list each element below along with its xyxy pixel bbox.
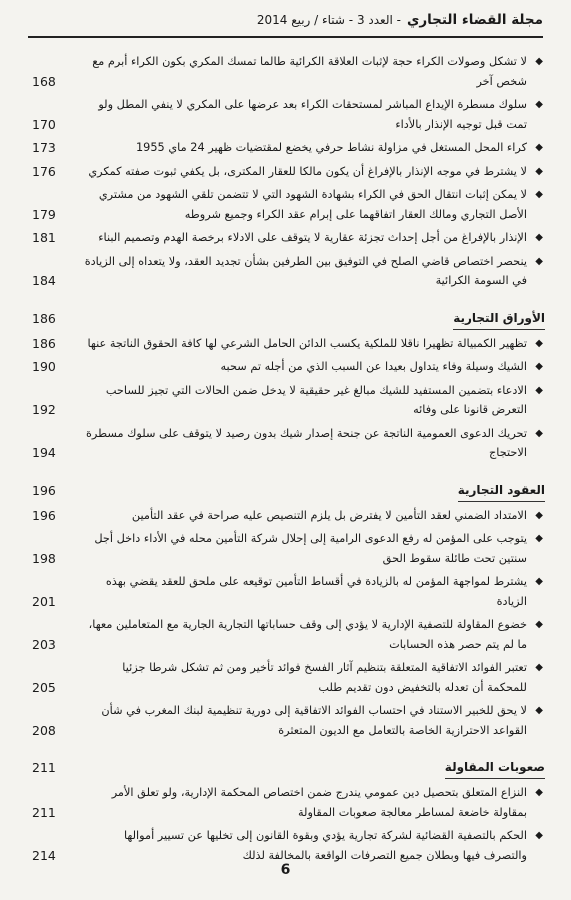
toc-entry (32, 529, 545, 568)
toc-entry (32, 783, 545, 822)
toc-entry-wrapper (80, 95, 545, 134)
toc-entry-wrapper (80, 529, 545, 568)
toc-entry (32, 252, 545, 291)
toc-entry-text: الحكم بالتصفية القضائية لشركة تجارية يؤدي وبقوة القانون إلى تخليها عن تسيير أموالها والتصرف فيها وبطلان جميع التصرفات الواقعة بالمخالفة لذلك (123, 829, 527, 862)
toc-entry-text: لا يشترط في موجه الإنذار بالإفراغ أن يكون مالكا للعقار المكترى، بل يكفي ثبوت صفته كمكري (88, 164, 527, 178)
toc-entry-wrapper (80, 52, 545, 91)
toc-entry-wrapper (80, 826, 545, 865)
diamond-bullet-icon: ◆ (535, 56, 543, 67)
toc-entry-wrapper (80, 185, 545, 224)
toc-entry-page-number: 190 (32, 359, 56, 374)
toc-entry-text: تظهير الكمبيالة تظهيرا ناقلا للملكية يكسب الدائن الحامل الشرعي لها كافة الحقوق الناتجة عنها (87, 336, 527, 350)
toc-entry (32, 572, 545, 611)
toc-entry-page-number: 201 (32, 593, 56, 609)
toc-entry (32, 52, 545, 91)
toc-entry-text: لا تشكل وصولات الكراء حجة لإثبات العلاقة الكرائية طالما تمسك المكري بكون الكراء أبرم مع شخص آخر (92, 55, 527, 88)
diamond-bullet-icon: ◆ (535, 384, 543, 396)
toc-entry-page-number: 203 (32, 636, 56, 652)
toc-entry-page-number: 179 (32, 206, 56, 222)
toc-entry-wrapper (80, 615, 545, 654)
toc-entry (32, 506, 545, 526)
toc-entry-text: تحريك الدعوى العمومية الناتجة عن جنحة إصدار شيك بدون رصيد لا يتوقف على سلوك مسطرة الاحتجاج (85, 426, 527, 459)
toc-entry-page-number: 184 (32, 273, 56, 288)
diamond-bullet-icon: ◆ (535, 361, 543, 372)
toc-section-heading (32, 756, 545, 779)
toc-entry (32, 381, 545, 420)
section-page-number: 186 (32, 310, 56, 326)
toc-entry-wrapper (80, 783, 545, 822)
toc-entry-wrapper (80, 572, 545, 611)
toc-entry (32, 701, 545, 740)
toc-entry-text: خضوع المقاولة للتصفية الإدارية لا يؤدي إلى وقف حساباتها التجارية الجارية مع المتعاملين معها، ما لم يتم حصر هذه الحسابات (88, 618, 527, 651)
diamond-bullet-icon: ◆ (535, 787, 543, 798)
toc-entry (32, 162, 545, 182)
toc-entry-page-number: 196 (32, 507, 56, 523)
toc-section-heading (32, 307, 545, 330)
toc-entry-wrapper (80, 138, 545, 158)
toc-entry-text: يشترط لمواجهة المؤمن له بالزيادة في أقساط التأمين توقيعه على ملحق للعقد يقضي بهذه الزيادة (105, 575, 527, 608)
toc-entry (32, 95, 545, 134)
section-title: الأوراق التجارية (453, 307, 545, 330)
toc-entry-text: يتوجب على المؤمن له رفع الدعوى الرامية إلى إحلال شركة التأمين محله في الأداء داخل أجل سنتين تحت طائلة سقوط الحق (94, 532, 527, 565)
diamond-bullet-icon: ◆ (535, 619, 543, 630)
toc-entry-wrapper (80, 228, 545, 248)
diamond-bullet-icon: ◆ (535, 705, 543, 716)
toc-entry-text: الإنذار بالإفراغ من أجل إحداث تجزئة عقارية لا يتوقف على الادلاء برخصة الهدم وتصميم البناء (98, 231, 527, 244)
issue-info: - العدد 3 - شتاء / ربيع 2014 (256, 13, 401, 27)
diamond-bullet-icon: ◆ (535, 189, 543, 200)
toc-entry-wrapper (80, 424, 545, 463)
diamond-bullet-icon: ◆ (535, 533, 543, 544)
toc-entry (32, 658, 545, 697)
diamond-bullet-icon: ◆ (535, 830, 543, 841)
toc-entry-wrapper (80, 357, 545, 377)
page-header (28, 12, 543, 38)
toc-entry-wrapper (80, 252, 545, 291)
page-number: 6 (280, 862, 291, 878)
toc-entry-page-number: 181 (32, 230, 56, 245)
toc-entry (32, 228, 545, 248)
toc-entry (32, 615, 545, 654)
toc-entry-wrapper (80, 506, 545, 526)
toc-entry-wrapper (80, 381, 545, 420)
toc-entry-text: لا يحق للخبير الاستناد في احتساب الفوائد الاتفاقية إلى دورية تنظيمية لبنك المغرب في شأن القواعد الاحترازية الخاصة بالتعامل مع الديون المتعثرة (101, 704, 527, 737)
toc-section-heading (32, 479, 545, 502)
toc-entry-page-number: 170 (32, 116, 56, 132)
toc-entry-wrapper (80, 162, 545, 182)
toc-entry-page-number: 211 (32, 804, 56, 820)
toc-entry-text: الادعاء بتضمين المستفيد للشيك مبالغ غير حقيقية لا يدخل ضمن الحالات التي تجيز للساحب التعرض قانونا على وفائه (105, 383, 527, 416)
toc-entry-text: سلوك مسطرة الإيداع المباشر لمستحقات الكراء بعد عرضها على المكري لا ينفي المطل ولو تمت قبل توجيه الإنذار بالأداء (98, 98, 527, 131)
toc-entry (32, 826, 545, 865)
toc-entry-text: ينحصر اختصاص قاضي الصلح في التوفيق بين الطرفين بشأن تجديد العقد، ولا يتعداه إلى الزيادة في السومة الكرائية (84, 254, 527, 287)
toc-entry (32, 334, 545, 354)
section-page-number: 196 (32, 482, 56, 498)
section-title: العقود التجارية (458, 479, 545, 502)
section-page-number: 211 (32, 760, 56, 775)
toc-entry-text: النزاع المتعلق بتحصيل دين عمومي يندرج ضمن اختصاص المحكمة الإدارية، ولو تعلق الأمر بمقاولة خاضعة لمساطر معالجة صعوبات المقاولة (111, 786, 527, 819)
toc-entry-text: تعتبر الفوائد الاتفاقية المتعلقة بتنظيم آثار الفسخ فوائد تأخير ومن ثم تشكل شرطا جزئيا للمحكمة أن تعدله بالتخفيض دون تقديم طلب (122, 661, 527, 694)
diamond-bullet-icon: ◆ (535, 99, 543, 110)
toc-entry-wrapper (80, 701, 545, 740)
journal-title: مجلة القضاء التجاري (406, 12, 543, 28)
toc-entry-text: الشيك وسيلة وفاء يتداول بعيدا عن السبب الذي من أجله تم سحبه (220, 360, 527, 373)
toc-entry-page-number: 208 (32, 722, 56, 738)
toc-entry-page-number: 214 (32, 847, 56, 863)
diamond-bullet-icon: ◆ (535, 255, 543, 267)
toc-entry-page-number: 205 (32, 679, 56, 695)
toc-entry-page-number: 192 (32, 402, 56, 417)
diamond-bullet-icon: ◆ (535, 662, 543, 673)
toc-entry-page-number: 194 (32, 445, 56, 460)
diamond-bullet-icon: ◆ (535, 509, 543, 521)
toc-entry-text: كراء المحل المستغل في مزاولة نشاط حرفي يخضع لمقتضيات ظهير 24 ماي 1955 (136, 141, 527, 154)
toc-entry (32, 424, 545, 463)
diamond-bullet-icon: ◆ (535, 165, 543, 177)
toc-entry-page-number: 198 (32, 550, 56, 566)
toc-entry-page-number: 186 (32, 335, 56, 351)
toc-entry (32, 357, 545, 377)
section-title: صعوبات المقاولة (445, 756, 545, 779)
diamond-bullet-icon: ◆ (535, 142, 543, 153)
table-of-contents (32, 52, 545, 869)
diamond-bullet-icon: ◆ (535, 232, 543, 243)
diamond-bullet-icon: ◆ (535, 576, 543, 587)
toc-entry-text: الامتداد الضمني لعقد التأمين لا يفترض بل يلزم التنصيص عليه صراحة في عقد التأمين (131, 508, 527, 522)
diamond-bullet-icon: ◆ (535, 427, 543, 439)
toc-entry-wrapper (80, 334, 545, 354)
toc-entry-wrapper (80, 658, 545, 697)
toc-entry-page-number: 168 (32, 73, 56, 89)
toc-entry-text: لا يمكن إثبات انتقال الحق في الكراء بشهادة الشهود التي لا تتضمن تلقي الشهود من مشتري الأصل التجاري ومالك العقار اتفاقهما على إبرام عقد الكراء وجميع شروطه (98, 188, 527, 221)
toc-entry (32, 138, 545, 158)
diamond-bullet-icon: ◆ (535, 337, 543, 349)
toc-entry-page-number: 176 (32, 163, 56, 179)
toc-entry (32, 185, 545, 224)
toc-entry-page-number: 173 (32, 140, 56, 155)
